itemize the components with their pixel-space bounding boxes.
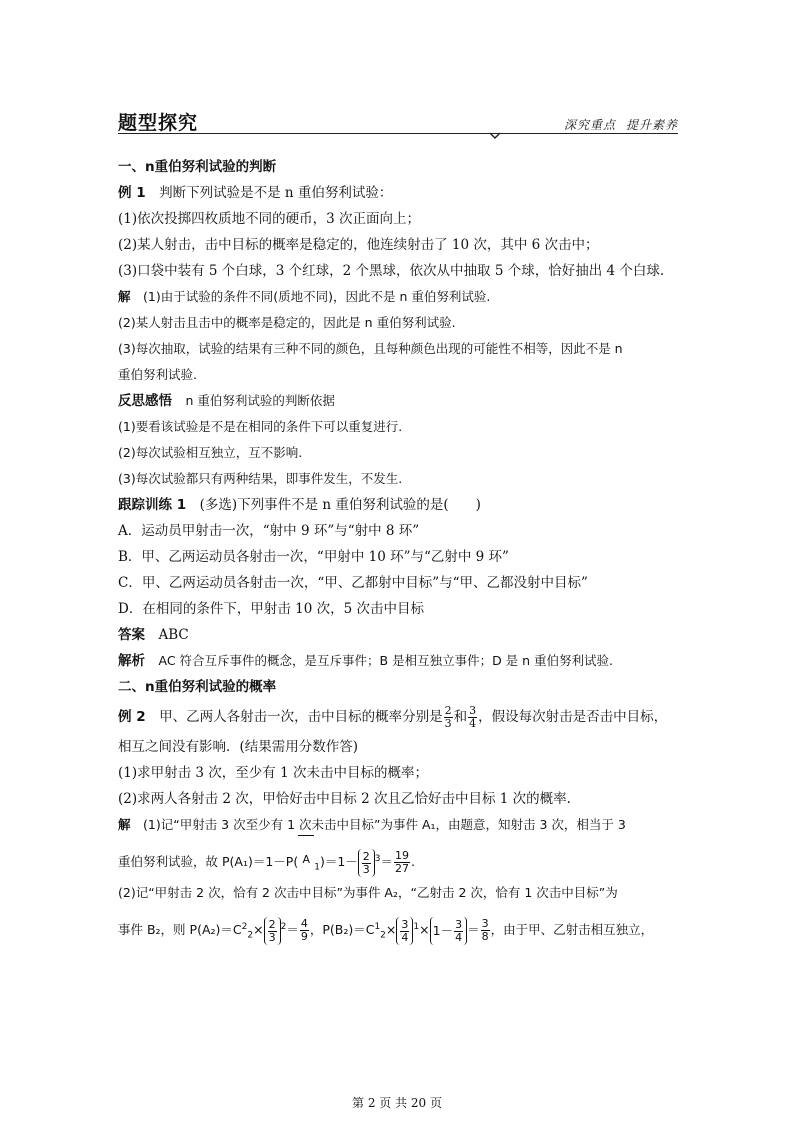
fraction: $\frac{19}{27}$ xyxy=(395,849,410,876)
fraction: $\frac{3}{4}$ xyxy=(455,917,463,944)
practice-answer: 答案 ABC xyxy=(118,627,189,643)
example-2-item: (2)求两人各射击 2 次，甲恰好击中目标 2 次且乙恰好击中目标 1 次的概率. xyxy=(118,791,571,807)
solution-2-formula-2: 事件 B₂，则 $P(A_2)=C^2_2\times$ $\frac{2}{3}$ $^2$＝ $\frac{4}{9}$ ，$P(B_2)=C^1_2\times$ $\frac{3}{4}$ $^1$× 1－ $\frac{3}{4}$ ＝ $\frac{3}{8}$ ，由于甲、乙射击相互独立， xyxy=(118,917,654,944)
parenthesis xyxy=(264,917,281,945)
solution-1-line: (3)每次抽取，试验的结果有三种不同的颜色，且每种颜色出现的可能性不相等，因此不是 n xyxy=(118,341,623,356)
fraction: $\frac{3}{8}$ xyxy=(481,917,489,944)
example-1-item: (3)口袋中装有 5 个白球，3 个红球，2 个黑球，依次从中抽取 5 个球，恰好抽出 4 个白球. xyxy=(118,263,665,279)
reflection-item: (1)要看该试验是不是在相同的条件下可以重复进行. xyxy=(118,419,403,434)
solution-2-line: (2)记“甲射击 2 次，恰有 2 次击中目标”为事件 A₂，“乙射击 2 次，恰有 1 次击中目标”为 xyxy=(118,885,618,900)
complement-symbol: A xyxy=(298,835,314,880)
practice-analysis: 解析 AC 符合互斥事件的概念，是互斥事件；B 是相互独立事件；D 是 n 重伯努利试验. xyxy=(118,653,614,669)
solution-1-line: 重伯努利试验. xyxy=(118,367,197,382)
practice-option: C．甲、乙两运动员各射击一次，“甲、乙都射中目标”与“甲、乙都没射中目标” xyxy=(118,575,588,591)
example-2-line: 相互之间没有影响．(结果需用分数作答) xyxy=(118,739,359,755)
example-2-item: (1)求甲射击 3 次，至少有 1 次未击中目标的概率； xyxy=(118,765,428,781)
header-subtitle: 深究重点 提升素养 xyxy=(563,118,678,132)
fraction: $\frac{2}{3}$ xyxy=(362,849,370,876)
fraction: $\frac{3}{4}$ xyxy=(469,704,477,730)
practice-option: A．运动员甲射击一次，“射中 9 环”与“射中 8 环” xyxy=(118,523,420,539)
header-title: 题型探究 xyxy=(118,112,199,134)
parenthesis xyxy=(396,917,413,945)
practice-option: B．甲、乙两运动员各射击一次，“甲射中 10 环”与“乙射中 9 环” xyxy=(118,549,509,565)
fraction: $\frac{2}{3}$ xyxy=(444,704,452,730)
example-1-item: (1)依次投掷四枚质地不同的硬币，3 次正面向上； xyxy=(118,211,421,227)
parenthesis: 1－ $\frac{3}{4}$ xyxy=(430,917,467,945)
solution-2-formula-1: 重伯努利试验，故 P(A₁)＝1－P( $A_1)=1-$ $\frac{2}{3}$ $^3$＝ $\frac{19}{27}$ . xyxy=(118,838,678,880)
example-2: 例 2 甲、乙两人各射击一次，击中目标的概率分别是 $\frac{2}{3}$ 和 $\frac{3}{4}$ ，假设每次射击是否击中目标， xyxy=(118,704,668,730)
example-1-item: (2)某人射击，击中目标的概率是稳定的，他连续射击了 10 次，其中 6 次击中； xyxy=(118,237,599,253)
fraction: $\frac{2}{3}$ xyxy=(268,917,276,944)
header-rule xyxy=(118,133,678,134)
example-1: 例 1 判断下列试验是不是 n 重伯努利试验： xyxy=(118,185,393,201)
header-tick-icon xyxy=(490,130,500,140)
solution-1-line: (2)某人射击且击中的概率是稳定的，因此是 n 重伯努利试验. xyxy=(118,315,456,330)
section-heading-1: 一、n重伯努利试验的判断 xyxy=(118,159,277,175)
solution-2: 解 (1)记“甲射击 3 次至少有 1 次未击中目标”为事件 A₁，由题意，知射击 3 次，相当于 3 xyxy=(118,817,626,832)
practice-option: D．在相同的条件下，甲射击 10 次，5 次击中目标 xyxy=(118,601,424,617)
fraction: $\frac{3}{4}$ xyxy=(401,917,409,944)
fraction: $\frac{4}{9}$ xyxy=(300,917,308,944)
page-footer: 第 2 页 共 20 页 xyxy=(352,1096,442,1110)
parenthesis xyxy=(358,849,375,877)
content-body xyxy=(118,154,678,948)
section-header xyxy=(118,108,678,138)
reflection-item: (3)每次试验都只有两种结果，即事件发生，不发生. xyxy=(118,471,403,486)
reflection-item: (2)每次试验相互独立，互不影响. xyxy=(118,445,303,460)
practice-1: 跟踪训练 1 (多选)下列事件不是 n 重伯努利试验的是( ) xyxy=(118,497,481,513)
section-heading-2: 二、n重伯努利试验的概率 xyxy=(118,679,277,695)
solution-1: 解 (1)由于试验的条件不同(质地不同)，因此不是 n 重伯努利试验. xyxy=(118,289,491,304)
reflection: 反思感悟 n 重伯努利试验的判断依据 xyxy=(118,393,335,409)
